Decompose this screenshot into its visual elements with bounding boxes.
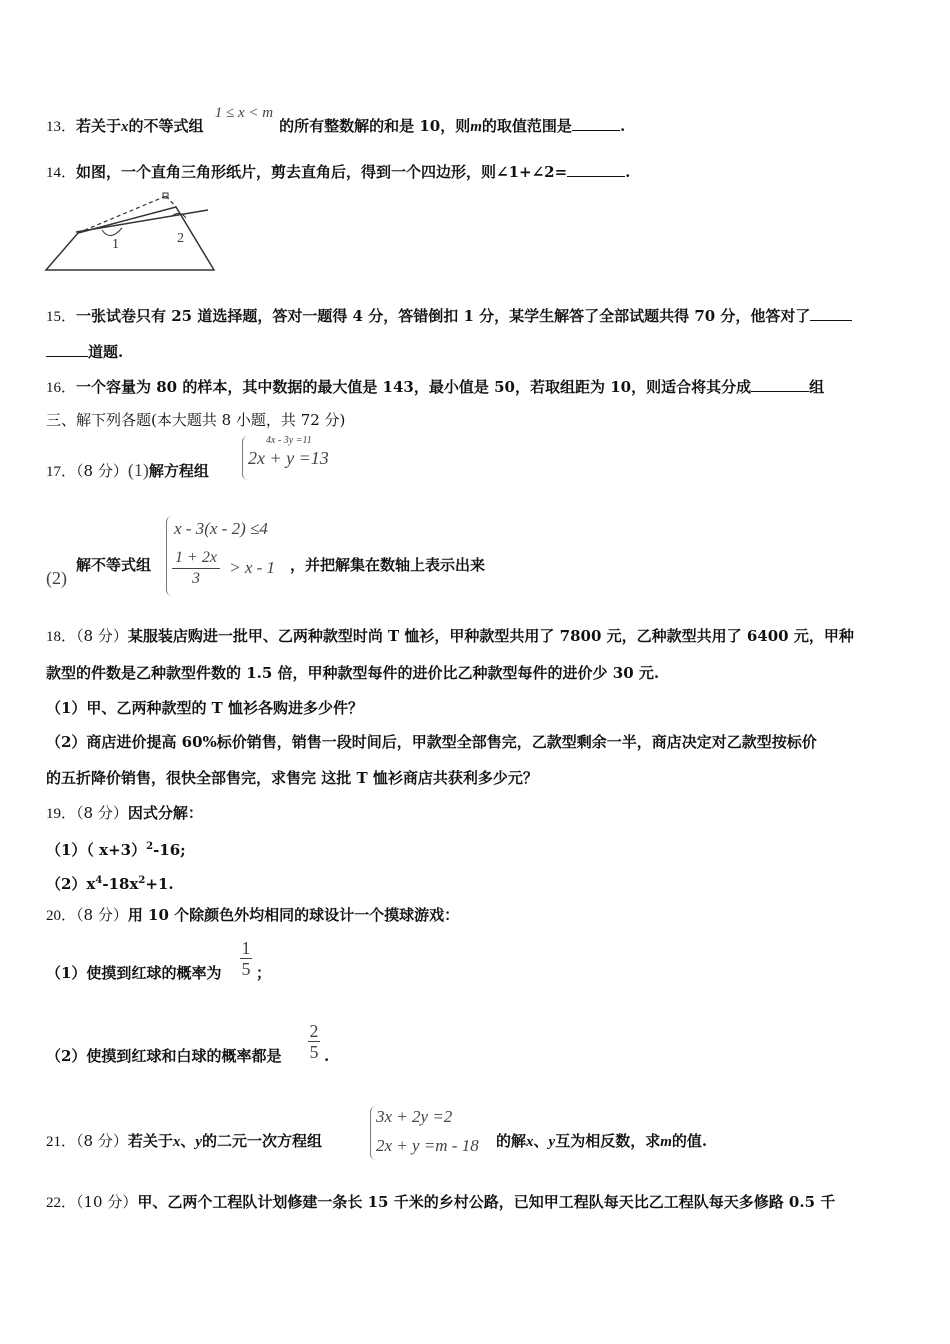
triangle-figure	[40, 188, 225, 276]
question-13: 13．若关于x的不等式组 1 ≤ x < m的所有整数解的和是 10，则m的取值范围是 .	[46, 105, 626, 135]
equation-1: 3x + 2y =2	[376, 1107, 453, 1126]
question-18-sub1: （1）甲、乙两种款型的 T 恤衫各购进多少件？	[46, 699, 364, 717]
question-19: 19．（8 分）因式分解：	[46, 804, 203, 822]
question-20-sub2: （2）使摸到红球和白球的概率都是	[46, 1047, 282, 1065]
equation-2: 2x + y =m - 18	[376, 1136, 479, 1155]
fraction-one-fifth: $\frac{1}{5}$	[241, 938, 251, 979]
question-14: 14．如图，一个直角三角形纸片，剪去直角后，得到一个四边形，则∠1+∠2= .	[46, 163, 631, 181]
question-21: 21．（8 分）若关于x、y的二元一次方程组	[46, 1132, 323, 1150]
quadrilateral-shape	[46, 207, 214, 270]
fraction-two-fifths: $\frac{2}{5}$	[309, 1021, 319, 1062]
inequality-2: $\frac{1 + 2x}{3}$ > x - 1	[172, 548, 275, 589]
equation-2: 2x + y =13	[248, 448, 329, 468]
question-15: 15．一张试卷只有 25 道选择题，答对一题得 4 分，答错倒扣 1 分，某学生解答了全部试题共得 70 分，他答对了	[46, 306, 852, 327]
question-number: 19．	[46, 806, 77, 822]
answer-blank-cont[interactable]	[46, 342, 88, 357]
question-18-sub2-cont: 的五折降价销售，很快全部售完，求售完 这批 T 恤衫商店共获利多少元？	[46, 769, 538, 787]
part-2-mark: (2)	[46, 568, 67, 588]
question-18-line2: 款型的件数是乙种款型件数的 1.5 倍，甲种款型每件的进价比乙种款型每件的进价少 30 元.	[46, 664, 660, 682]
question-number: 13．	[46, 119, 77, 135]
question-number: 18．	[46, 629, 77, 645]
answer-blank[interactable]	[572, 116, 620, 131]
question-number: 16．	[46, 380, 77, 396]
angle-label-1: 1	[112, 237, 119, 252]
question-number: 15．	[46, 309, 77, 325]
question-21-tail: 的解x、y互为相反数，求m的值.	[496, 1132, 708, 1150]
question-22: 22．（10 分）甲、乙两个工程队计划修建一条长 15 千米的乡村公路，已知甲工程队每天比乙工程队每天多修路 0.5 千	[46, 1193, 836, 1211]
inequality-expression: 1 ≤ x < m	[214, 105, 274, 121]
question-20: 20．（8 分）用 10 个除颜色外均相同的球设计一个摸球游戏：	[46, 906, 460, 924]
equation-1: 4x - 3y =11	[266, 435, 312, 446]
part-2-tail: ，并把解集在数轴上表示出来	[290, 556, 486, 574]
angle-label-2: 2	[177, 231, 184, 246]
question-number: 17．	[46, 464, 77, 480]
question-number: 20．	[46, 908, 77, 924]
cut-corner-dashed-line	[78, 196, 166, 233]
question-16: 16．一个容量为 80 的样本，其中数据的最大值是 143，最小值是 50，若取组距为 10，则适合将其分成 组	[46, 378, 825, 396]
question-20-sub1: （1）使摸到红球的概率为	[46, 964, 222, 982]
question-20-sub1-end: ；	[256, 964, 272, 982]
part-2-label: 解不等式组	[76, 556, 152, 574]
question-19-sub2: $(2)x^4-18x^2+1$.	[46, 875, 174, 893]
answer-blank[interactable]	[751, 377, 809, 392]
question-18: 18．（8 分）某服装店购进一批甲、乙两种款型时尚 T 恤衫，甲种款型共用了 7800 元，乙种款型共用了 6400 元，甲种	[46, 627, 854, 645]
question-15-cont: 道题.	[46, 342, 123, 362]
question-number: 14．	[46, 165, 77, 181]
question-17: 17．（8 分）(1)解方程组	[46, 460, 209, 480]
cut-line	[76, 210, 208, 232]
question-number: 21．	[46, 1134, 77, 1150]
angle-1-arc	[102, 228, 122, 236]
question-20-sub2-end: .	[324, 1047, 330, 1065]
question-19-sub1: （1）（ x+3）$^2$-16;	[46, 841, 186, 859]
answer-blank[interactable]	[567, 162, 625, 177]
question-18-sub2: （2）商店进价提高 60%标价销售，销售一段时间后，甲款型全部售完，乙款型剩余一半，商店决定对乙款型按标价	[46, 733, 817, 751]
question-number: 22．	[46, 1195, 77, 1211]
section-heading: 三、解下列各题(本大题共 8 小题，共 72 分)	[46, 411, 346, 429]
answer-blank[interactable]	[810, 306, 852, 321]
inequality-1: x - 3(x - 2) ≤4	[174, 519, 268, 538]
